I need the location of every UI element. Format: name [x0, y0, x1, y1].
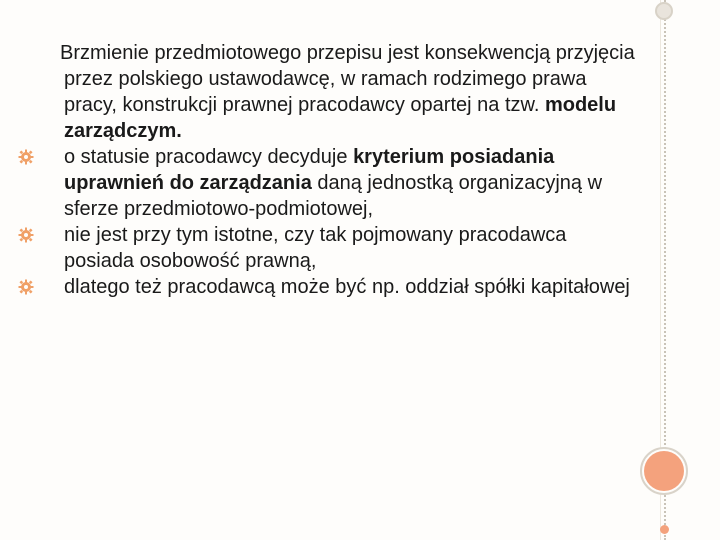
gear-icon — [18, 279, 34, 295]
lead-bold-text: modelu zarządczym. — [64, 94, 617, 142]
bullet-item-2 — [16, 222, 636, 274]
bullet-3-text: dlatego też pracodawcą może być np. oddział spółki kapitałowej — [64, 276, 630, 298]
bullet-item-1 — [16, 144, 636, 222]
orange-decoration-circle — [644, 451, 684, 491]
slide-body — [16, 40, 636, 300]
bullet-1-text-bold: kryterium posiadania uprawnień do zarządzania — [64, 146, 555, 194]
lead-text: Brzmienie przedmiotowego przepisu jest konsekwencją przyjęcia przez polskiego ustawodawcę, w ramach rodzimego prawa pracy, konstrukcji prawnej pracodawcy opartej na tzw. — [60, 42, 635, 116]
gear-icon — [18, 149, 34, 165]
lead-paragraph — [16, 40, 636, 144]
bullet-1-text-pre: o statusie pracodawcy decyduje — [64, 146, 354, 168]
top-decoration-circle — [655, 2, 673, 20]
bullet-1-text-post: daną jednostką organizacyjną w sferze przedmiotowo-podmiotowej, — [64, 172, 603, 220]
orange-decoration-dot — [660, 525, 669, 534]
bullet-2-text: nie jest przy tym istotne, czy tak pojmowany pracodawca posiada osobowość prawną, — [64, 224, 567, 272]
gear-icon — [18, 227, 34, 243]
bullet-item-3 — [16, 274, 636, 300]
